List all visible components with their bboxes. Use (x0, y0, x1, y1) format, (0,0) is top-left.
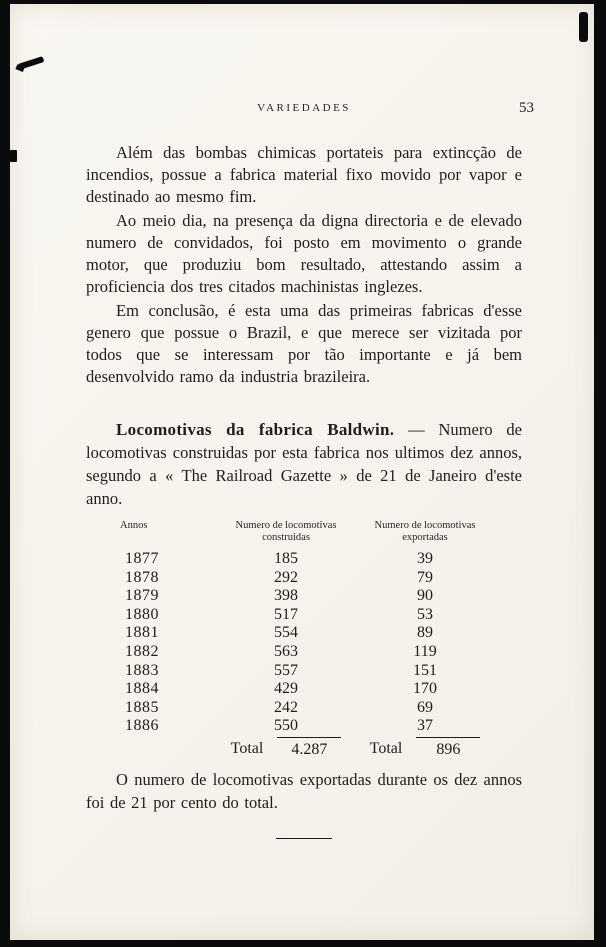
table-row (72, 717, 490, 736)
table-total-row (72, 737, 490, 760)
header-annos: Annos (120, 520, 148, 531)
text-block (10, 4, 594, 839)
exported-cell: 39 (417, 550, 433, 567)
year-cell: 1879 (125, 587, 159, 605)
paragraph-2: Ao meio dia, na presença da digna directoria e de elevado numero de convidados, foi posto em movimento o grande motor, que produziu bom resultado, attestando assim a proficiencia dos tres citados machinistas inglezes. (86, 211, 522, 296)
built-cell: 398 (274, 587, 298, 605)
header-exportadas-line2: exportadas (402, 532, 448, 543)
table-header-row (72, 520, 490, 544)
built-cell: 185 (274, 550, 298, 567)
exported-cell: 151 (413, 661, 437, 679)
built-cell: 557 (274, 661, 298, 679)
exported-cell: 79 (417, 568, 433, 586)
exported-cell: 37 (417, 717, 433, 735)
running-title: VARIEDADES (257, 102, 351, 114)
total-exportadas-value: 896 (416, 737, 480, 760)
total-exportadas-label: Total (369, 739, 403, 757)
table-row (72, 606, 490, 625)
built-cell: 563 (274, 642, 298, 660)
year-cell: 1880 (125, 605, 159, 623)
built-cell: 550 (274, 717, 298, 735)
article-lead (86, 418, 522, 510)
year-cell: 1883 (125, 661, 159, 679)
year-cell: 1881 (125, 624, 159, 642)
year-cell: 1885 (125, 698, 159, 716)
year-cell: 1886 (125, 717, 159, 735)
header-construidas-line2: construidas (262, 532, 310, 543)
exported-cell: 90 (417, 587, 433, 605)
total-exportadas (360, 737, 490, 760)
total-construidas (212, 737, 360, 760)
built-cell: 292 (274, 568, 298, 586)
section-end-rule (276, 838, 332, 839)
table-rows (72, 550, 490, 736)
exported-cell: 119 (413, 642, 437, 660)
article-lead-text: Numero de locomotivas construidas por esta fabrica nos ultimos dez annos, segundo a « The Railroad Gazette » de 21 de Janeiro d'este anno. (86, 420, 522, 508)
page-number: 53 (519, 100, 534, 116)
page-header (86, 100, 534, 124)
exported-cell: 53 (417, 605, 433, 623)
total-construidas-label: Total (230, 739, 264, 757)
locomotive-table (72, 520, 490, 760)
table-row (72, 550, 490, 569)
built-cell: 429 (274, 680, 298, 698)
header-construidas-line1: Numero de locomotivas (235, 520, 337, 531)
paragraph-1: Além das bombas chimicas portateis para extincção de incendios, possue a fabrica material fixo movido por vapor e destinado ao mesmo fim. (86, 143, 522, 206)
paper-page (10, 4, 594, 940)
total-construidas-value: 4.287 (277, 737, 341, 760)
table-row (72, 569, 490, 588)
built-cell: 517 (274, 605, 298, 623)
built-cell: 554 (274, 624, 298, 642)
scan-edge-left (0, 0, 4, 947)
total-spacer (72, 737, 212, 760)
header-exportadas (360, 520, 490, 544)
year-cell: 1882 (125, 642, 159, 660)
article-heading: Locomotivas da fabrica Baldwin. (116, 420, 395, 439)
header-construidas (212, 520, 360, 544)
table-row (72, 643, 490, 662)
header-exportadas-line1: Numero de locomotivas (374, 520, 476, 531)
table-row (72, 680, 490, 699)
exported-cell: 170 (413, 680, 437, 698)
table-row (72, 624, 490, 643)
year-cell: 1884 (125, 680, 159, 698)
exported-cell: 69 (417, 698, 433, 716)
exported-cell: 89 (417, 624, 433, 642)
article-dash: — (394, 420, 439, 439)
year-cell: 1877 (125, 550, 159, 567)
table-row (72, 587, 490, 606)
closing-paragraph: O numero de locomotivas exportadas durante os dez annos foi de 21 por cento do total. (86, 769, 522, 812)
built-cell: 242 (274, 698, 298, 716)
table-row (72, 662, 490, 681)
paragraph-3: Em conclusão, é esta uma das primeiras fabricas d'esse genero que possue o Brazil, e que merece ser vizitada por todos que se interessam por tão importante e já bem desenvolvido ramo da industria brazileira. (86, 301, 522, 386)
table-row (72, 699, 490, 718)
year-cell: 1878 (125, 568, 159, 586)
